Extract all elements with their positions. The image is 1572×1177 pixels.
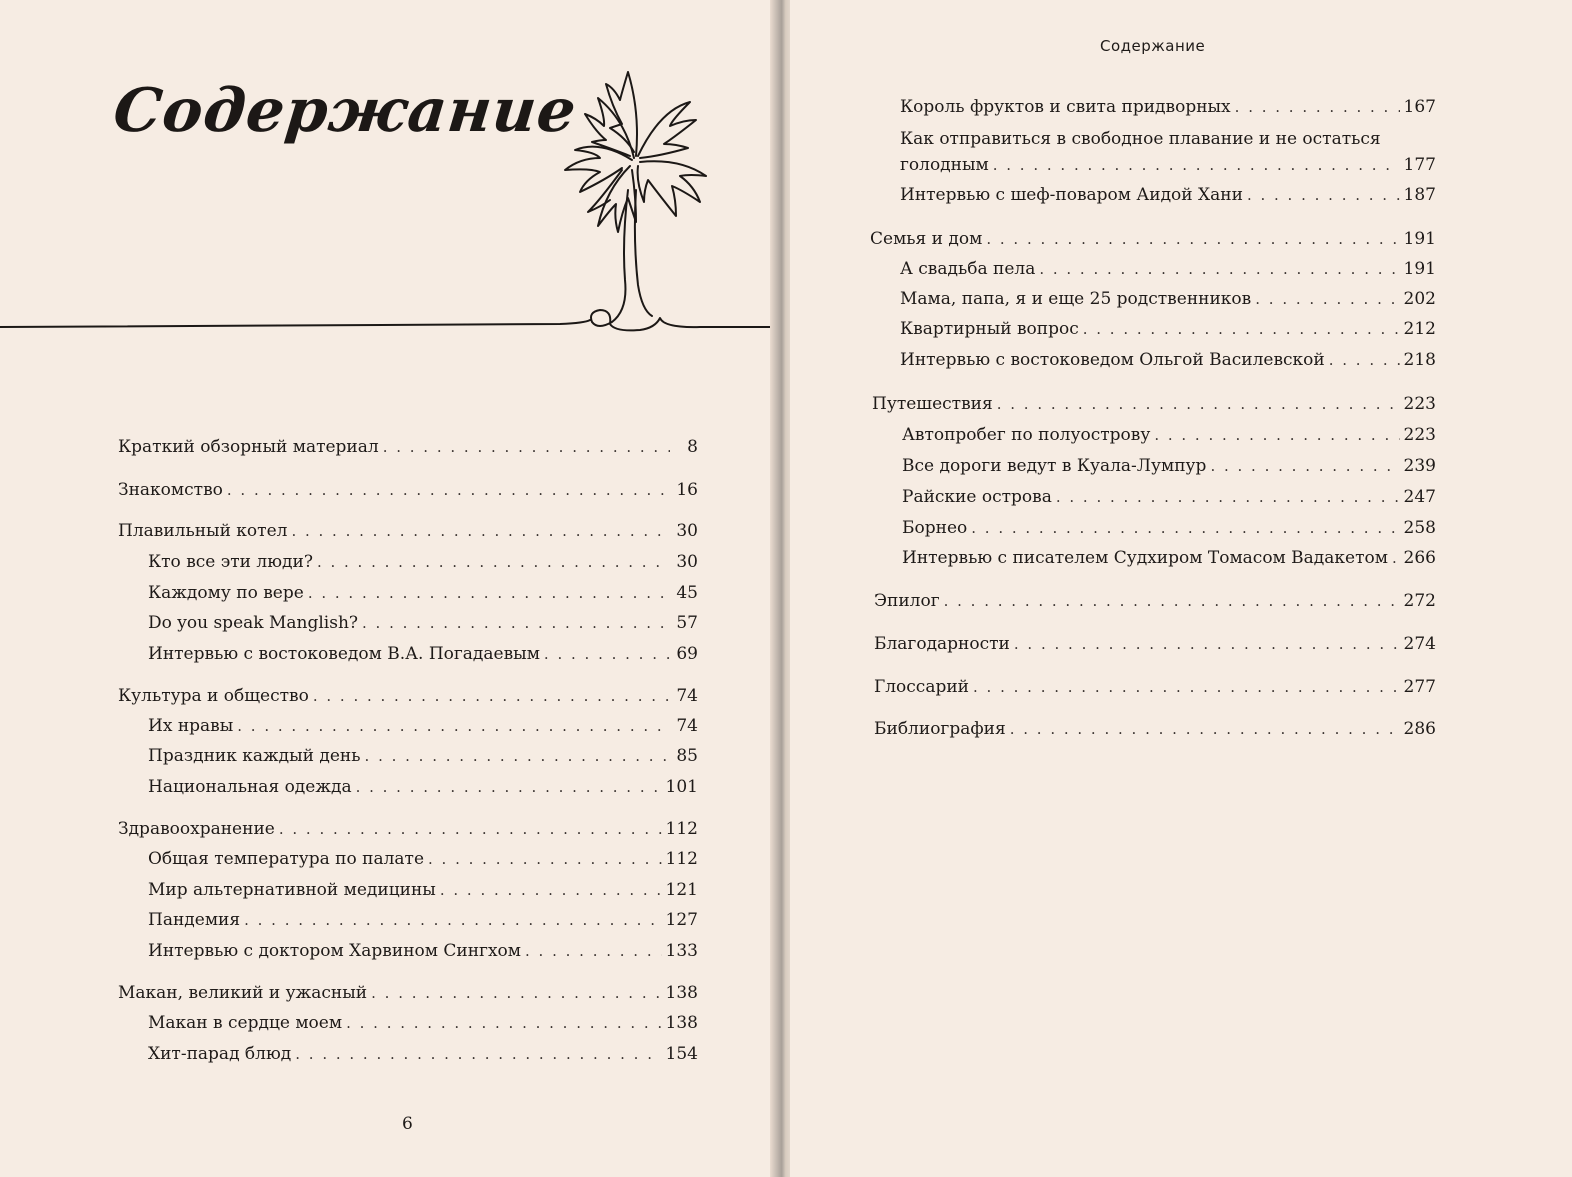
toc-subentry xyxy=(148,643,698,665)
dot-leader xyxy=(237,715,670,737)
dot-leader xyxy=(440,879,662,901)
toc-entry-label: голодным xyxy=(900,155,989,175)
toc-entry-label: Краткий обзорный материал xyxy=(118,437,379,457)
dot-leader xyxy=(1056,486,1400,508)
toc-subentry xyxy=(902,517,1436,539)
toc-entry-page: 286 xyxy=(1403,719,1436,739)
toc-entry-page: 202 xyxy=(1403,289,1436,309)
toc-subentry xyxy=(148,745,698,767)
toc-entry-page: 177 xyxy=(1403,155,1436,175)
page-number: 6 xyxy=(402,1114,413,1134)
toc-entry-page: 223 xyxy=(1403,425,1436,445)
toc-entry-label: Плавильный котел xyxy=(118,521,288,541)
toc-subentry xyxy=(148,848,698,870)
toc-entry-page: 167 xyxy=(1403,97,1436,117)
dot-leader xyxy=(346,1012,661,1034)
toc-entry-label: Интервью с шеф-поваром Аидой Хани xyxy=(900,185,1243,205)
toc-entry-page: 154 xyxy=(665,1044,698,1064)
dot-leader xyxy=(313,685,670,707)
toc-entry xyxy=(118,479,698,501)
toc-subentry xyxy=(148,940,698,962)
dot-leader xyxy=(1235,96,1400,118)
dot-leader xyxy=(1392,547,1400,569)
toc-entry-label: Культура и общество xyxy=(118,686,309,706)
toc-entry-label: Мама, папа, я и еще 25 родственников xyxy=(900,289,1252,309)
toc-subentry xyxy=(902,424,1436,446)
toc-entry-label: Мир альтернативной медицины xyxy=(148,880,436,900)
toc-subentry xyxy=(902,455,1436,477)
toc-subentry xyxy=(148,776,698,798)
toc-entry-page: 57 xyxy=(676,613,698,633)
toc-entry-label: Макан, великий и ужасный xyxy=(118,983,368,1003)
toc-entry-page: 30 xyxy=(676,521,698,541)
dot-leader xyxy=(1010,718,1400,740)
toc-subentry xyxy=(902,486,1436,508)
toc-entry xyxy=(118,818,698,840)
toc-entry-label: Как отправиться в свободное плавание и не остаться xyxy=(900,129,1381,149)
toc-entry-page: 223 xyxy=(1403,394,1436,414)
toc-entry-label: Национальная одежда xyxy=(148,777,352,797)
dot-leader xyxy=(371,982,661,1004)
toc-entry-label: Борнео xyxy=(902,518,968,538)
toc-entry-label: Эпилог xyxy=(874,591,940,611)
toc-subentry xyxy=(902,547,1436,569)
toc-entry-page: 30 xyxy=(676,552,698,572)
toc-entry-page: 74 xyxy=(676,716,698,736)
toc-entry-page: 191 xyxy=(1403,229,1436,249)
toc-entry-label: Пандемия xyxy=(148,910,241,930)
toc-entry-label: Do you speak Manglish? xyxy=(148,613,359,633)
toc-entry-page: 74 xyxy=(676,686,698,706)
toc-entry-page: 85 xyxy=(676,746,698,766)
toc-entry xyxy=(118,685,698,707)
toc-subentry xyxy=(900,184,1436,206)
toc-subentry xyxy=(148,612,698,634)
dot-leader xyxy=(428,848,662,870)
dot-leader xyxy=(1255,288,1399,310)
toc-entry-label: Кто все эти люди? xyxy=(148,552,313,572)
dot-leader xyxy=(971,517,1399,539)
dot-leader xyxy=(997,393,1400,415)
toc-subentry xyxy=(148,879,698,901)
toc-subentry xyxy=(900,128,1436,150)
toc-entry-page: 187 xyxy=(1403,185,1436,205)
dot-leader xyxy=(383,436,670,458)
toc-entry-page: 138 xyxy=(665,1013,698,1033)
dot-leader xyxy=(227,479,670,501)
toc-entry xyxy=(874,718,1436,740)
toc-subentry xyxy=(148,582,698,604)
toc-entry-label: Праздник каждый день xyxy=(148,746,361,766)
toc-subentry xyxy=(148,1012,698,1034)
toc-entry-label: Глоссарий xyxy=(874,677,970,697)
dot-leader xyxy=(295,1043,661,1065)
dot-leader xyxy=(1210,455,1399,477)
toc-entry-page: 191 xyxy=(1403,259,1436,279)
toc-entry xyxy=(874,676,1436,698)
dot-leader xyxy=(365,745,670,767)
toc-entry xyxy=(118,436,698,458)
toc-entry-label: Хит-парад блюд xyxy=(148,1044,292,1064)
dot-leader xyxy=(944,590,1400,612)
toc-entry-page: 45 xyxy=(676,583,698,603)
toc-entry-page: 112 xyxy=(665,849,698,869)
toc-subentry xyxy=(148,1043,698,1065)
toc-entry-page: 121 xyxy=(665,880,698,900)
dot-leader xyxy=(1039,258,1399,280)
toc-entry-page: 277 xyxy=(1403,677,1436,697)
toc-subentry xyxy=(900,154,1436,176)
toc-entry-page: 16 xyxy=(676,480,698,500)
toc-subentry xyxy=(900,349,1436,371)
dot-leader xyxy=(1154,424,1399,446)
dot-leader xyxy=(362,612,670,634)
toc-entry-label: Общая температура по палате xyxy=(148,849,425,869)
toc-entry-label: Интервью с доктором Харвином Сингхом xyxy=(148,941,522,961)
right-page xyxy=(790,0,1572,1177)
palm-tree-illustration xyxy=(0,40,775,360)
toc-subentry xyxy=(900,288,1436,310)
running-head: Содержание xyxy=(1100,37,1206,55)
toc-entry-label: Интервью с писателем Судхиром Томасом Вадакетом xyxy=(902,548,1388,568)
toc-entry-page: 138 xyxy=(665,983,698,1003)
toc-entry-page: 69 xyxy=(676,644,698,664)
toc-entry-page: 101 xyxy=(665,777,698,797)
dot-leader xyxy=(356,776,662,798)
toc-entry-page: 218 xyxy=(1403,350,1436,370)
dot-leader xyxy=(993,154,1400,176)
page-title: Содержание xyxy=(110,76,581,146)
toc-entry-label: Путешествия xyxy=(872,394,993,414)
dot-leader xyxy=(291,520,670,542)
dot-leader xyxy=(279,818,662,840)
toc-entry-label: Знакомство xyxy=(118,480,223,500)
toc-subentry xyxy=(900,318,1436,340)
toc-entry-label: Каждому по вере xyxy=(148,583,304,603)
toc-subentry xyxy=(148,909,698,931)
toc-entry-page: 266 xyxy=(1403,548,1436,568)
dot-leader xyxy=(1014,633,1400,655)
toc-entry-label: Библиография xyxy=(874,719,1006,739)
dot-leader xyxy=(986,228,1399,250)
dot-leader xyxy=(308,582,670,604)
toc-subentry xyxy=(148,551,698,573)
toc-entry-page: 239 xyxy=(1403,456,1436,476)
toc-subentry xyxy=(900,258,1436,280)
toc-subentry xyxy=(148,715,698,737)
toc-entry-label: Райские острова xyxy=(902,487,1052,507)
toc-entry-label: Интервью с востоковедом Ольгой Василевской xyxy=(900,350,1325,370)
toc-entry-page: 212 xyxy=(1403,319,1436,339)
toc-entry-label: Интервью с востоковедом В.А. Погадаевым xyxy=(148,644,540,664)
toc-entry-page: 274 xyxy=(1403,634,1436,654)
toc-entry xyxy=(874,590,1436,612)
dot-leader xyxy=(1329,349,1400,371)
toc-entry-label: Благодарности xyxy=(874,634,1010,654)
toc-entry-page: 8 xyxy=(687,437,698,457)
toc-entry-page: 247 xyxy=(1403,487,1436,507)
toc-entry-label: Здравоохранение xyxy=(118,819,275,839)
toc-subentry xyxy=(900,96,1436,118)
toc-entry xyxy=(870,228,1436,250)
dot-leader xyxy=(244,909,661,931)
dot-leader xyxy=(525,940,662,962)
toc-entry-page: 258 xyxy=(1403,518,1436,538)
dot-leader xyxy=(317,551,670,573)
toc-entry-label: Король фруктов и свита придворных xyxy=(900,97,1231,117)
dot-leader xyxy=(1247,184,1400,206)
dot-leader xyxy=(1083,318,1400,340)
toc-entry-label: Все дороги ведут в Куала-Лумпур xyxy=(902,456,1207,476)
toc-entry-label: Макан в сердце моем xyxy=(148,1013,343,1033)
toc-entry-label: Автопробег по полуострову xyxy=(902,425,1151,445)
toc-entry xyxy=(118,982,698,1004)
toc-entry xyxy=(118,520,698,542)
toc-entry-label: А свадьба пела xyxy=(900,259,1036,279)
dot-leader xyxy=(544,643,670,665)
toc-entry-label: Их нравы xyxy=(148,716,234,736)
dot-leader xyxy=(973,676,1400,698)
toc-entry xyxy=(874,633,1436,655)
toc-entry-label: Семья и дом xyxy=(870,229,983,249)
toc-entry xyxy=(872,393,1436,415)
toc-entry-label: Квартирный вопрос xyxy=(900,319,1079,339)
left-page xyxy=(0,0,775,1177)
toc-entry-page: 127 xyxy=(665,910,698,930)
toc-entry-page: 112 xyxy=(665,819,698,839)
toc-entry-page: 133 xyxy=(665,941,698,961)
toc-entry-page: 272 xyxy=(1403,591,1436,611)
